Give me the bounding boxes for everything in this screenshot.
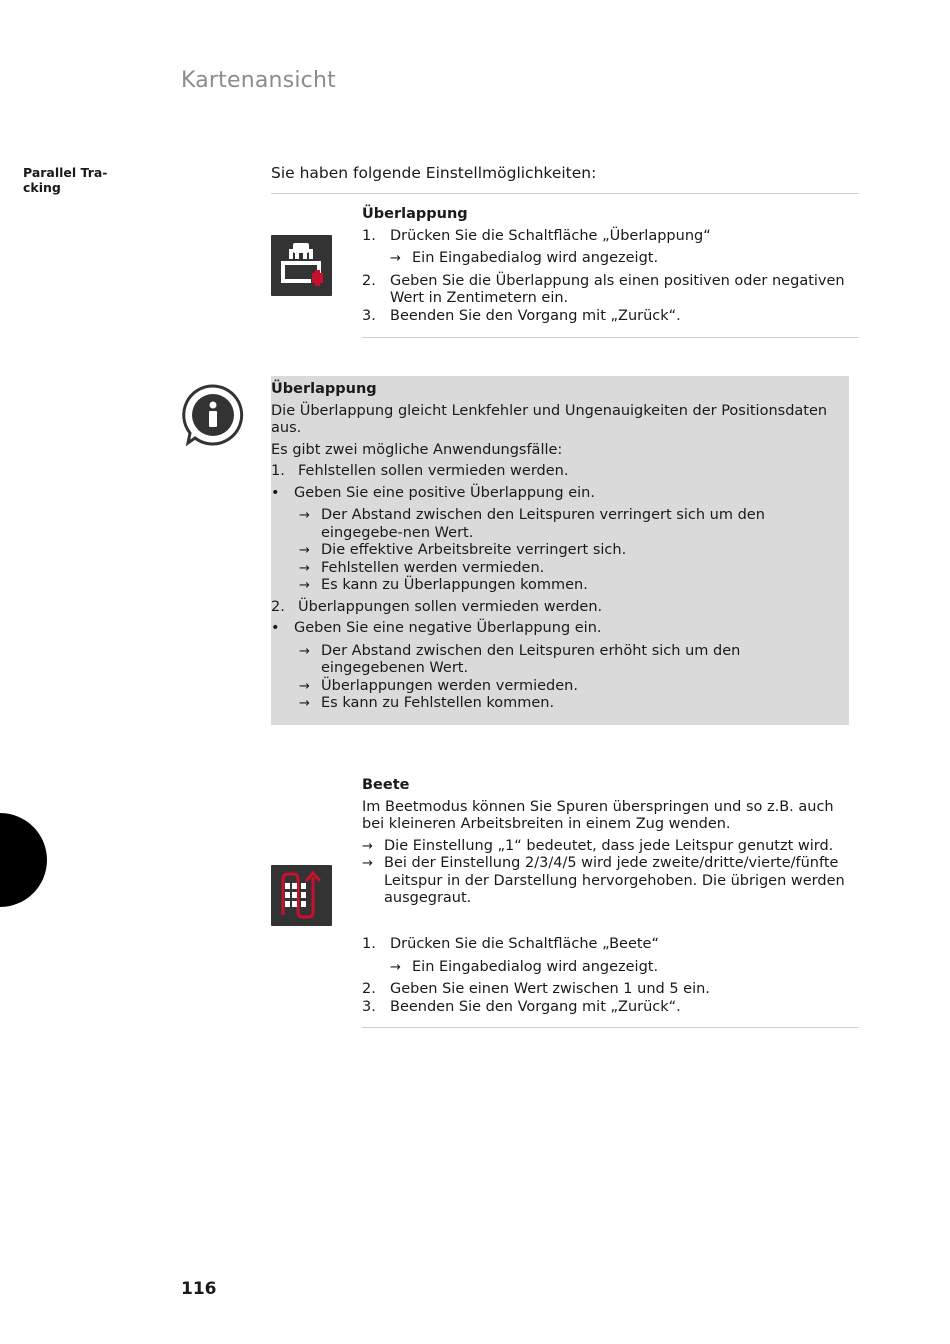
- arrow-icon: →: [299, 643, 310, 659]
- chapter-tab-marker: [0, 813, 47, 907]
- bullet-icon: •: [271, 620, 280, 636]
- case-text: Überlappungen sollen vermieden werden.: [298, 598, 603, 615]
- step-number: 1.: [362, 227, 376, 244]
- step-number: 3.: [362, 998, 376, 1015]
- result-text: Überlappungen werden vermieden.: [321, 677, 578, 694]
- arrow-icon: →: [299, 678, 310, 694]
- info-paragraph: Die Überlappung gleicht Lenkfehler und Ungenauigkeiten der Positionsdaten aus.: [271, 402, 828, 436]
- info-paragraph: Es gibt zwei mögliche Anwendungsfälle:: [271, 441, 563, 458]
- result-list: [271, 643, 843, 713]
- case-number: 1.: [271, 463, 285, 479]
- step-number: 2.: [362, 981, 376, 997]
- result-text: Der Abstand zwischen den Leitspuren verringert sich um den eingegebe-nen Wert.: [321, 507, 765, 541]
- step-number: 1.: [362, 936, 376, 952]
- step-2: [362, 273, 852, 308]
- arrow-icon: →: [299, 543, 310, 558]
- bullet-text: Geben Sie eine positive Überlappung ein.: [294, 484, 595, 501]
- overlap-section: [362, 206, 852, 325]
- arrow-icon: →: [299, 696, 310, 711]
- bullet-item: [271, 620, 843, 638]
- beds-setting-icon: [271, 865, 332, 926]
- result-list: [271, 507, 843, 595]
- info-icon: [181, 383, 245, 447]
- result-item: [299, 542, 843, 560]
- result-item: [299, 643, 843, 678]
- step-1: [362, 228, 852, 246]
- note-item: [362, 855, 852, 908]
- arrow-icon: →: [390, 959, 401, 975]
- side-label-text: Parallel Tra- cking: [23, 165, 108, 195]
- step-1: [362, 936, 852, 954]
- info-heading: Überlappung: [271, 381, 377, 397]
- step-text: Drücken Sie die Schaltfläche „Überlappung“: [390, 227, 711, 244]
- chapter-title: Kartenansicht: [181, 68, 336, 93]
- result-text: Ein Eingabedialog wird angezeigt.: [412, 250, 659, 266]
- result-item: [299, 507, 843, 542]
- step-text: Drücken Sie die Schaltfläche „Beete“: [390, 936, 659, 952]
- arrow-icon: →: [299, 560, 310, 576]
- intro-text: Sie haben folgende Einstellmöglichkeiten:: [271, 164, 597, 182]
- case-text: Fehlstellen sollen vermieden werden.: [298, 463, 569, 479]
- overlap-setting-icon: [271, 235, 332, 296]
- step-number: 2.: [362, 272, 376, 289]
- step-text: Beenden Sie den Vorgang mit „Zurück“.: [390, 307, 681, 324]
- result-text: Der Abstand zwischen den Leitspuren erhöht sich um den eingegebenen Wert.: [321, 642, 741, 676]
- result-text: Die effektive Arbeitsbreite verringert sich.: [321, 542, 627, 558]
- beds-section: [362, 777, 852, 908]
- step-3: [362, 308, 852, 326]
- step-2: [362, 981, 852, 999]
- divider: [362, 1027, 859, 1028]
- info-box: [271, 376, 849, 725]
- result-item: [299, 678, 843, 696]
- overlap-heading: Überlappung: [362, 206, 468, 222]
- arrow-icon: →: [362, 856, 373, 871]
- note-item: [362, 838, 852, 856]
- beds-heading: Beete: [362, 777, 410, 793]
- divider: [271, 193, 859, 194]
- step-text: Geben Sie einen Wert zwischen 1 und 5 ein.: [390, 981, 710, 997]
- side-section-label: [23, 165, 123, 195]
- arrow-icon: →: [299, 578, 310, 593]
- note-text: Die Einstellung „1“ bedeutet, dass jede Leitspur genutzt wird.: [384, 837, 834, 854]
- case-2: [271, 599, 843, 617]
- arrow-icon: →: [362, 838, 373, 854]
- case-number: 2.: [271, 598, 285, 615]
- beds-steps: [362, 936, 852, 1016]
- step-text: Beenden Sie den Vorgang mit „Zurück“.: [390, 998, 681, 1015]
- step-3: [362, 999, 852, 1017]
- result-text: Fehlstellen werden vermieden.: [321, 559, 545, 576]
- arrow-icon: →: [390, 251, 401, 266]
- result-item: [299, 577, 843, 595]
- note-text: Bei der Einstellung 2/3/4/5 wird jede zweite/dritte/vierte/fünfte Leitspur in der Darstellung hervorgehoben. Die übrigen werden ausgegraut.: [384, 855, 845, 906]
- result-text: Es kann zu Überlappungen kommen.: [321, 577, 588, 593]
- step-result: [362, 959, 852, 977]
- step-number: 3.: [362, 307, 376, 324]
- page-number: 116: [181, 1279, 217, 1299]
- result-item: [299, 560, 843, 578]
- divider: [362, 337, 859, 338]
- beds-description: Im Beetmodus können Sie Spuren überspringen und so z.B. auch bei kleineren Arbeitsbreiten in einem Zug wenden.: [362, 798, 834, 832]
- result-text: Ein Eingabedialog wird angezeigt.: [412, 958, 659, 975]
- result-text: Es kann zu Fehlstellen kommen.: [321, 695, 555, 711]
- arrow-icon: →: [299, 508, 310, 523]
- case-1: [271, 463, 843, 481]
- result-item: [299, 695, 843, 713]
- bullet-text: Geben Sie eine negative Überlappung ein.: [294, 620, 602, 636]
- bullet-item: [271, 485, 843, 503]
- step-result: [362, 250, 852, 268]
- step-text: Geben Sie die Überlappung als einen positiven oder negativen Wert in Zentimetern ein.: [390, 272, 845, 306]
- bullet-icon: •: [271, 484, 280, 501]
